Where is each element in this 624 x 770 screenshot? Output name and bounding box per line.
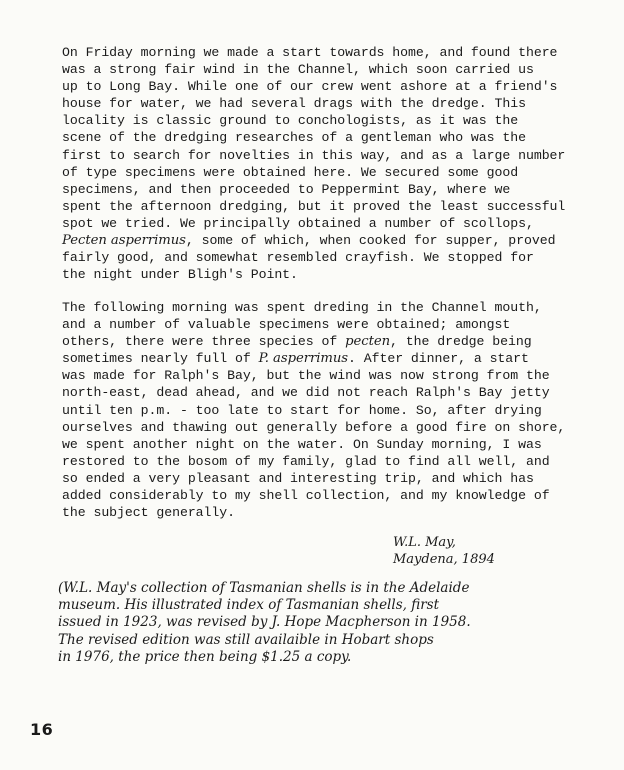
note-line: The revised edition was still availaible in Hobart shops	[58, 631, 434, 648]
note-line: (W.L. May's collection of Tasmanian shells is in the Adelaide	[58, 580, 470, 596]
text-line: added considerably to my shell collection, and my knowledge of	[62, 488, 550, 504]
body-paragraph-1	[62, 44, 622, 283]
text-line: north-east, dead ahead, and we did not reach Ralph's Bay jetty	[62, 385, 550, 401]
text-line: ourselves and thawing out generally before a good fire on shore,	[62, 419, 566, 435]
note-line: museum. His illustrated index of Tasmanian shells, first	[58, 597, 440, 614]
text-line: restored to the bosom of my family, glad to find all well, and	[62, 453, 550, 469]
text-line: the night under Bligh's Point.	[62, 267, 298, 283]
text-line: . After dinner, a start	[348, 351, 529, 367]
text-line: On Friday morning we made a start towards home, and found there	[62, 45, 558, 60]
text-line: , the dredge being	[390, 334, 532, 350]
text-line: the subject generally.	[62, 505, 236, 521]
text-line: sometimes nearly full of	[62, 351, 259, 367]
species-name: P. asperrimus	[258, 351, 349, 367]
text-line: first to search for novelties in this way, and as a large number	[62, 147, 566, 163]
genus-name: pecten	[345, 334, 391, 350]
text-line: specimens, and then proceeded to Peppermint Bay, where we	[62, 181, 511, 197]
signature-name: W.L. May,	[393, 535, 456, 550]
text-line: , some of which, when cooked for supper, proved	[185, 233, 556, 249]
species-name: Pecten asperrimus	[62, 233, 186, 249]
editor-note	[58, 580, 618, 666]
signature-place-date: Maydena, 1894	[393, 552, 495, 567]
text-line: spent the afternoon dredging, but it proved the least successful	[62, 198, 566, 214]
note-line: issued in 1923, was revised by J. Hope Macpherson in 1958.	[58, 614, 471, 631]
text-line: was made for Ralph's Bay, but the wind was now strong from the	[62, 368, 550, 384]
text-line: until ten p.m. - too late to start for home. So, after drying	[62, 402, 542, 418]
text-line: we spent another night on the water. On Sunday morning, I was	[62, 436, 542, 452]
text-line: so ended a very pleasant and interesting trip, and which has	[62, 470, 534, 486]
text-line: and a number of valuable specimens were obtained; amongst	[62, 317, 511, 333]
text-line: scene of the dredging researches of a gentleman who was the	[62, 130, 526, 146]
text-line: up to Long Bay. While one of our crew went ashore at a friend's	[62, 79, 558, 95]
text-line: of type specimens were obtained here. We secured some good	[62, 164, 519, 180]
text-line: spot we tried. We principally obtained a number of scollops,	[62, 215, 534, 231]
text-line: others, there were three species of	[62, 334, 346, 350]
text-line: locality is classic ground to conchologists, as it was the	[62, 113, 519, 129]
body-paragraph-2	[62, 299, 622, 521]
text-line: fairly good, and somewhat resembled crayfish. We stopped for	[62, 250, 534, 266]
page-number: 16	[30, 720, 54, 739]
text-line: was a strong fair wind in the Channel, which soon carried us	[62, 62, 534, 78]
text-line: The following morning was spent dreding in the Channel mouth,	[62, 300, 542, 315]
text-line: house for water, we had several drags with the dredge. This	[62, 96, 526, 112]
note-line: in 1976, the price then being $1.25 a copy.	[58, 648, 352, 665]
